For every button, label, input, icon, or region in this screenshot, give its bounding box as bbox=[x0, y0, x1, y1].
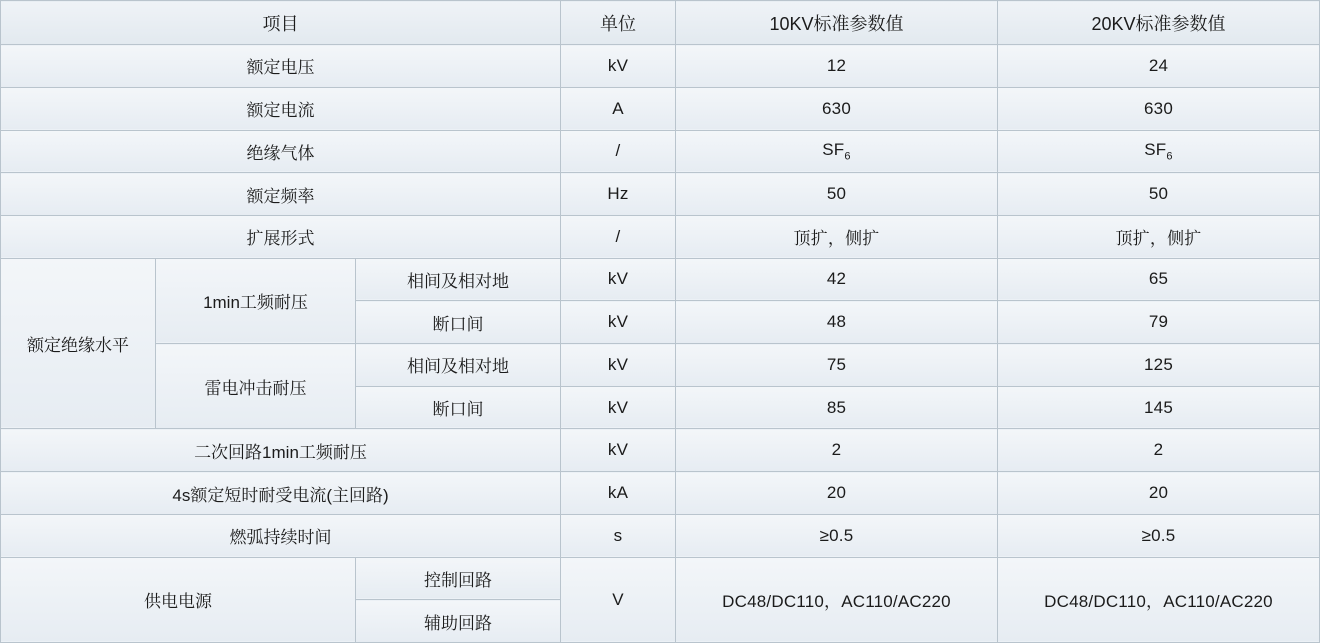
insulation-subgroup-label: 雷电冲击耐压 bbox=[156, 344, 356, 429]
row-value-10kv: 48 bbox=[676, 301, 998, 344]
table-row bbox=[1, 344, 1320, 387]
row-value-20kv: 630 bbox=[998, 87, 1320, 130]
insulation-subgroup-label: 1min工频耐压 bbox=[156, 258, 356, 343]
row-unit: Hz bbox=[561, 173, 676, 216]
row-unit: kV bbox=[561, 301, 676, 344]
table-row bbox=[1, 45, 1320, 88]
insulation-group-label: 额定绝缘水平 bbox=[1, 258, 156, 429]
row-unit: V bbox=[561, 557, 676, 642]
table-row bbox=[1, 429, 1320, 472]
row-value-10kv: 42 bbox=[676, 258, 998, 301]
row-label: 断口间 bbox=[356, 301, 561, 344]
row-unit: / bbox=[561, 215, 676, 258]
row-unit: kA bbox=[561, 472, 676, 515]
row-label: 4s额定短时耐受电流(主回路) bbox=[1, 472, 561, 515]
row-label: 额定电流 bbox=[1, 87, 561, 130]
table-row bbox=[1, 472, 1320, 515]
table-row bbox=[1, 514, 1320, 557]
table-header-row bbox=[1, 1, 1320, 45]
row-unit: kV bbox=[561, 386, 676, 429]
row-value-10kv: 50 bbox=[676, 173, 998, 216]
row-value-20kv: 24 bbox=[998, 45, 1320, 88]
row-label: 额定频率 bbox=[1, 173, 561, 216]
row-label: 燃弧持续时间 bbox=[1, 514, 561, 557]
row-unit: kV bbox=[561, 45, 676, 88]
row-value-10kv: 85 bbox=[676, 386, 998, 429]
row-value-20kv: 65 bbox=[998, 258, 1320, 301]
table-row bbox=[1, 173, 1320, 216]
row-value-10kv: 20 bbox=[676, 472, 998, 515]
row-value-20kv: 79 bbox=[998, 301, 1320, 344]
table-row bbox=[1, 557, 1320, 600]
row-value-20kv: DC48/DC110，AC110/AC220 bbox=[998, 557, 1320, 642]
row-value-20kv: 145 bbox=[998, 386, 1320, 429]
table-row bbox=[1, 215, 1320, 258]
row-label: 相间及相对地 bbox=[356, 344, 561, 387]
table-row bbox=[1, 258, 1320, 301]
row-unit: A bbox=[561, 87, 676, 130]
row-value-20kv: 20 bbox=[998, 472, 1320, 515]
header-item: 项目 bbox=[1, 1, 561, 45]
row-label: 相间及相对地 bbox=[356, 258, 561, 301]
row-value-10kv: ≥0.5 bbox=[676, 514, 998, 557]
row-value-10kv: 630 bbox=[676, 87, 998, 130]
row-label: 辅助回路 bbox=[356, 600, 561, 643]
header-value-10kv: 10KV标准参数值 bbox=[676, 1, 998, 45]
table-row bbox=[1, 130, 1320, 173]
row-value-10kv: 12 bbox=[676, 45, 998, 88]
row-label: 额定电压 bbox=[1, 45, 561, 88]
header-unit: 单位 bbox=[561, 1, 676, 45]
row-value-20kv: $SF_6$ bbox=[998, 130, 1320, 173]
header-value-20kv: 20KV标准参数值 bbox=[998, 1, 1320, 45]
row-value-20kv: 125 bbox=[998, 344, 1320, 387]
row-label: 断口间 bbox=[356, 386, 561, 429]
table-row bbox=[1, 87, 1320, 130]
row-unit: kV bbox=[561, 344, 676, 387]
row-label: 扩展形式 bbox=[1, 215, 561, 258]
row-value-10kv: 75 bbox=[676, 344, 998, 387]
row-label: 二次回路1min工频耐压 bbox=[1, 429, 561, 472]
row-label: 绝缘气体 bbox=[1, 130, 561, 173]
row-value-10kv: DC48/DC110，AC110/AC220 bbox=[676, 557, 998, 642]
row-value-10kv: 顶扩，侧扩 bbox=[676, 215, 998, 258]
row-unit: s bbox=[561, 514, 676, 557]
row-value-10kv: 2 bbox=[676, 429, 998, 472]
row-unit: kV bbox=[561, 258, 676, 301]
row-unit: kV bbox=[561, 429, 676, 472]
power-supply-group-label: 供电电源 bbox=[1, 557, 356, 642]
row-value-20kv: 顶扩，侧扩 bbox=[998, 215, 1320, 258]
row-value-20kv: 50 bbox=[998, 173, 1320, 216]
row-value-20kv: ≥0.5 bbox=[998, 514, 1320, 557]
row-label: 控制回路 bbox=[356, 557, 561, 600]
row-unit: / bbox=[561, 130, 676, 173]
row-value-10kv: $SF_6$ bbox=[676, 130, 998, 173]
row-value-20kv: 2 bbox=[998, 429, 1320, 472]
